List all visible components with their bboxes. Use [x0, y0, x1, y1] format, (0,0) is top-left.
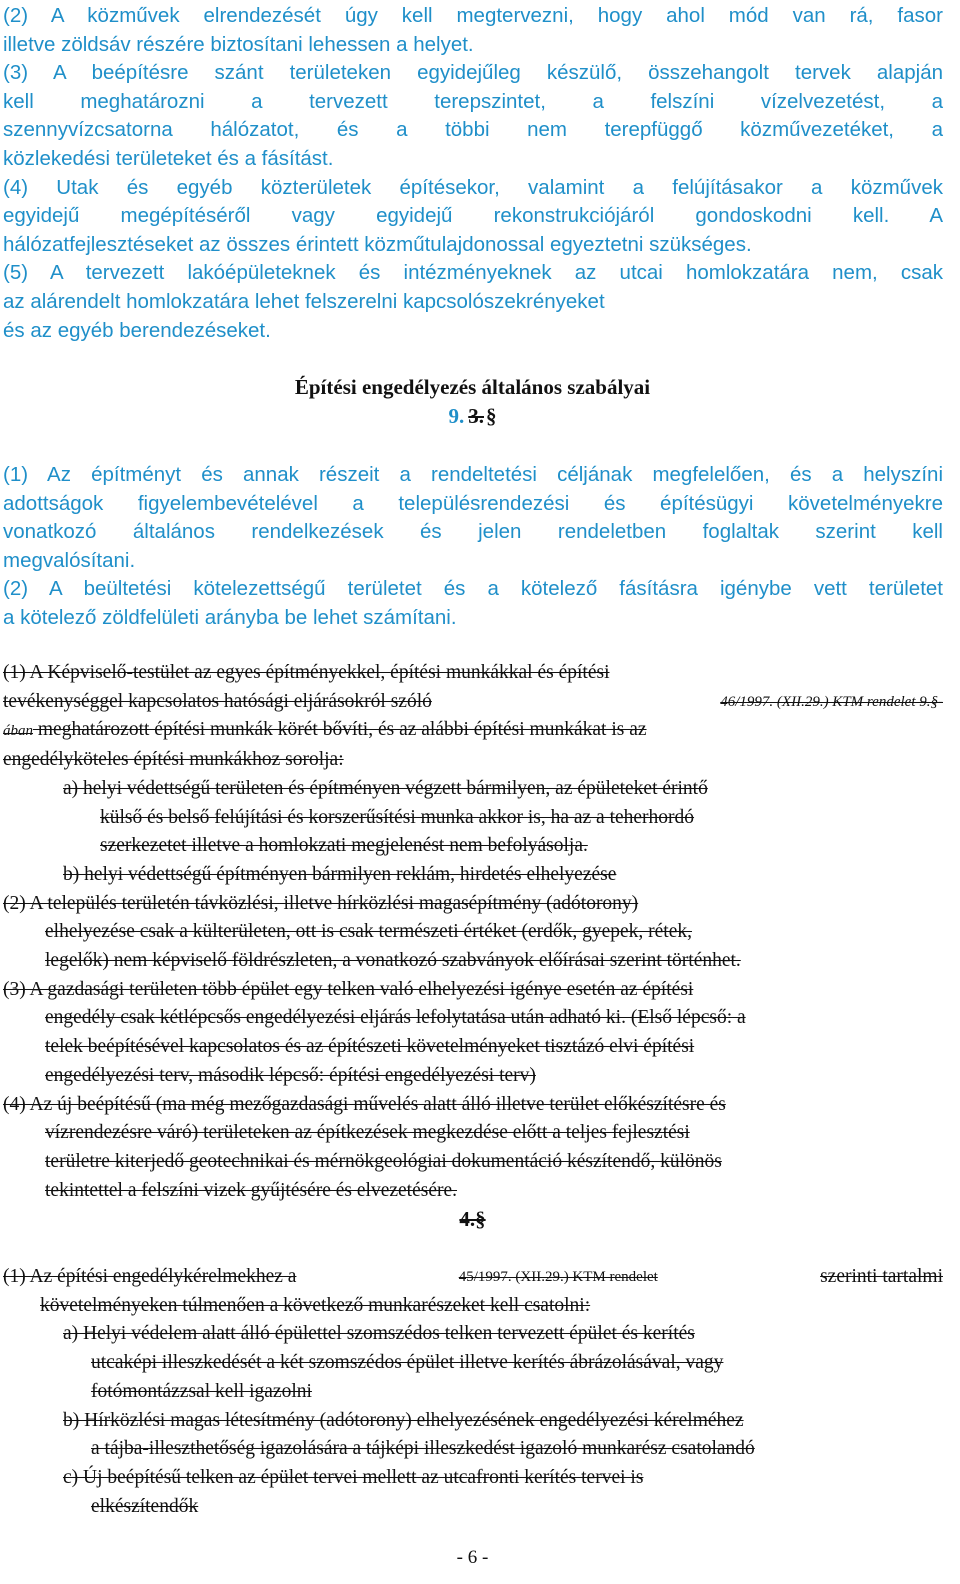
struck-line: (3) A gazdasági területen több épület egy telken való elhelyezési igénye esetén az építési	[3, 978, 694, 1000]
paragraph-line: kell meghatározni a tervezett terepszintet, a felszíni vízelvezetést, a	[3, 89, 943, 113]
struck-text: szerinti tartalmi	[820, 1266, 943, 1287]
paragraph-line: megvalósítani.	[3, 548, 136, 572]
struck-line: b) helyi védettségű építményen bármilyen reklám, hirdetés elhelyezése	[63, 863, 617, 885]
struck-line: legelők) nem képviselő földrészleten, a vonatkozó szabványok előírásai szerint történhet.	[45, 950, 741, 972]
struck-line	[3, 1263, 943, 1292]
struck-text: (1) Az építési engedélykérelmekhez a	[3, 1266, 297, 1287]
struck-line: telek beépítésével kapcsolatos és az építészeti követelményeket tisztázó elvi építési	[45, 1036, 695, 1058]
section-number-old: 3.	[468, 404, 484, 428]
section-title: Építési engedélyezés általános szabályai	[294, 375, 651, 399]
struck-line: c) Új beépítésű telken az épület tervei mellett az utcafronti kerítés tervei is	[63, 1466, 644, 1488]
struck-line: (2) A település területén távközlési, illetve hírközlési magasépítmény (adótorony)	[3, 892, 639, 914]
repealed-paragraphs-3	[3, 659, 943, 1205]
struck-line	[3, 688, 943, 717]
paragraph-line: (3) A beépítésre szánt területeken egyidejűleg készülő, összehangolt tervek alapján	[3, 61, 943, 85]
paragraph-line: (5) A tervezett lakóépületeknek és intézményeknek az utcai homlokzatára nem, csak	[3, 261, 943, 285]
struck-line	[3, 659, 943, 688]
paragraph-line: egyidejű megépítéséről vagy egyidejű rekonstrukciójáról gondoskodni kell. A	[3, 204, 943, 228]
struck-line: engedélyezési terv, második lépcső: építési engedélyezési terv)	[45, 1064, 536, 1086]
struck-line: vízrendezésre váró) területeken az építkezések megkezdése előtt a teljes fejlesztési	[45, 1122, 690, 1144]
struck-regulation-ref: 45/1997. (XII.29.) KTM rendelet	[458, 1269, 658, 1285]
struck-text: (1) A Képviselő-testület az egyes építményekkel, építési munkákkal és építési	[3, 662, 610, 683]
struck-line: engedély csak kétlépcsős engedélyezési eljárás lefolytatása után adható ki. (Első lépcső: a	[45, 1007, 746, 1029]
struck-line: engedélyköteles építési munkákhoz sorolja:	[3, 749, 344, 771]
building-permit-paragraphs	[3, 461, 943, 633]
paragraph-line: (2) A közművek elrendezését úgy kell megtervezni, hogy ahol mód van rá, fasor	[3, 4, 943, 27]
repealed-paragraphs-4	[3, 1263, 943, 1521]
struck-line: a) Helyi védelem alatt álló épülettel szomszédos telken tervezett épület és kerítés	[63, 1323, 695, 1345]
section-number	[0, 404, 945, 429]
struck-line: b) Hírközlési magas létesítmény (adótorony) elhelyezésének engedélyezési kérelméhez	[63, 1409, 744, 1431]
struck-text: meghatározott építési munkák körét bővíti, és az alábbi építési munkákat is az	[33, 719, 647, 741]
struck-regulation-ref: 46/1997. (XII.29.) KTM rendelet 9.§-	[720, 693, 943, 710]
struck-line: szerkezetet illetve a homlokzati megjelenést nem befolyásolja.	[100, 835, 588, 857]
struck-text: tevékenységgel kapcsolatos hatósági eljárásokról szóló	[3, 690, 432, 712]
paragraph-line: szennyvízcsatorna hálózatot, és a többi nem terepfüggő közművezetéket, a	[3, 118, 943, 142]
struck-line: fotómontázzsal kell igazolni	[91, 1380, 312, 1402]
paragraph-line: vonatkozó általános rendelkezések és jelen rendeletben foglaltak szerint kell	[3, 520, 943, 544]
struck-line: területre kiterjedő geotechnikai és mérnökgeológiai dokumentáció készítendő, különös	[45, 1150, 722, 1172]
paragraph-line: (4) Utak és egyéb közterületek építésekor, valamint a felújításakor a közművek	[3, 175, 943, 199]
struck-line: elhelyezése csak a külterületen, ott is csak természeti értéket (erdők, gyepek, rétek,	[45, 921, 692, 943]
struck-line: utcaképi illeszkedését a két szomszédos épület illetve kerítés ábrázolásával, vagy	[91, 1352, 724, 1374]
struck-line: a tájba-illeszthetőség igazolására a tájképi illeszkedést igazoló munkarész csatolandó	[91, 1438, 755, 1460]
struck-line: elkészítendők	[91, 1495, 199, 1517]
struck-line: a) helyi védettségű területen és építményen végzett bármilyen, az épületeket érintő	[63, 777, 708, 799]
struck-line: (4) Az új beépítésű (ma még mezőgazdasági művelés alatt álló illetve terület előkészítésre és	[3, 1093, 726, 1115]
paragraph-line: a kötelező zöldfelületi arányba be lehet számítani.	[3, 605, 457, 629]
paragraph-line: hálózatfejlesztéseket az összes érintett közműtulajdonossal egyeztetni szükséges.	[3, 232, 752, 256]
article-4-heading: 4.§	[459, 1207, 486, 1231]
struck-line: tekintettel a felszíni vizek gyűjtésére és elvezetésére.	[45, 1179, 458, 1201]
paragraph-line: (1) Az építményt és annak részeit a rendeltetési céljának megfelelően, és a helyszíni	[3, 463, 943, 486]
paragraph-line: adottságok figyelembevételével a településrendezési és építésügyi követelményekre	[3, 491, 943, 515]
struck-line: külső és belső felújítási és korszerűsítési munka akkor is, ha az a teherhordó	[100, 806, 695, 828]
paragraph-line: illetve zöldsáv részére biztosítani lehessen a helyet.	[3, 32, 474, 56]
struck-line	[3, 716, 943, 746]
struck-regulation-ref: ában	[3, 723, 33, 740]
page-number: - 6 -	[456, 1547, 489, 1568]
paragraph-line: és az egyéb berendezéseket.	[3, 318, 271, 342]
paragraph-line: (2) A beültetési kötelezettségű területet és a kötelező fásításra igénybe vett területet	[3, 577, 943, 601]
struck-line: követelményeken túlmenően a következő munkarészeket kell csatolni:	[40, 1294, 591, 1316]
utility-paragraphs	[3, 2, 943, 345]
section-number-new: 9.	[448, 404, 465, 428]
paragraph-line: közlekedési területeket és a fásítást.	[3, 146, 334, 170]
section-sign: §	[486, 404, 497, 428]
paragraph-line: az alárendelt homlokzatára lehet felszerelni kapcsolószekrényeket	[3, 289, 605, 313]
